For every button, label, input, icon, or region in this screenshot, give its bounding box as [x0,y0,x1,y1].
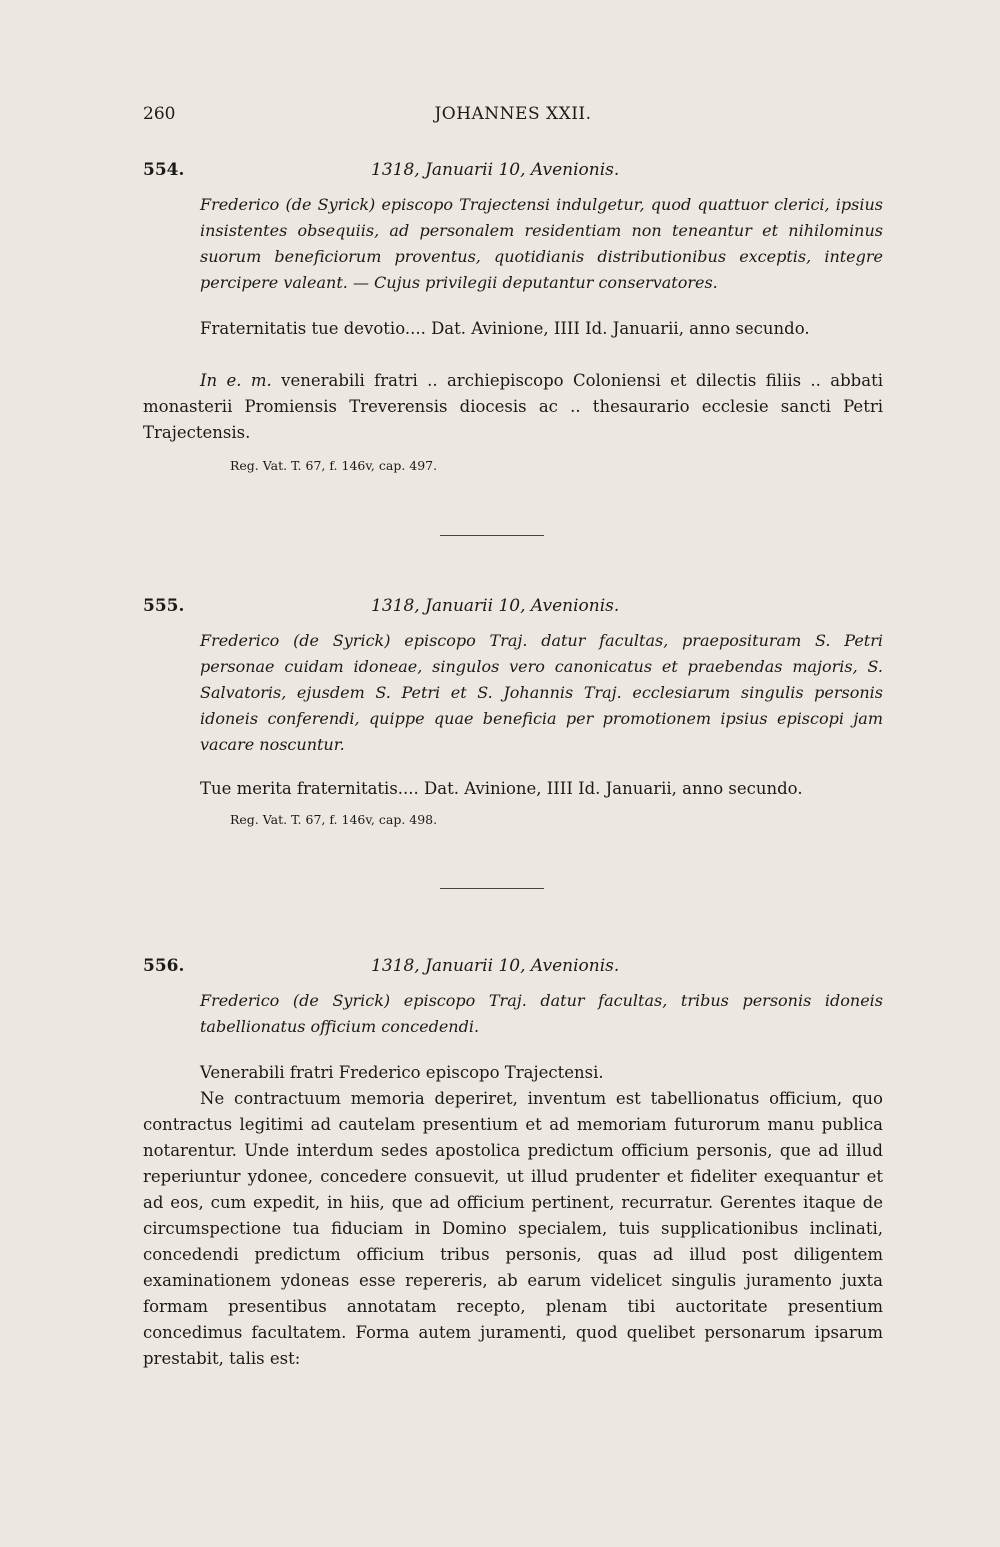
entry-554-text: Fraternitatis tue devotio.... Dat. Avinione, IIII Id. Januarii, anno secundo. [200,319,810,338]
entry-date: 1318, Januarii 10, Avenionis. [371,956,620,976]
entry-554-executors [143,368,883,446]
entry-555-source: Reg. Vat. T. 67, f. 146v, cap. 498. [230,812,438,827]
entry-number: 555. [143,596,185,616]
section-divider [440,888,544,889]
entry-556-address: Venerabili fratri Frederico episcopo Trajectensi. [200,1063,604,1082]
entry-556-summary: Frederico (de Syrick) episcopo Traj. datur facultas, tribus personis idoneis tabellionatus officium concedendi. [200,991,883,1036]
entry-555-text: Tue merita fraternitatis.... Dat. Avinione, IIII Id. Januarii, anno secundo. [200,779,803,798]
entry-date: 1318, Januarii 10, Avenionis. [371,596,620,616]
entry-number: 556. [143,956,185,976]
page-header [143,104,883,132]
entry-number: 554. [143,160,185,180]
entry-556-heading [143,956,883,982]
entry-556-body: Ne contractuum memoria deperiret, inventum est tabellionatus officium, quo contractus legitimi ad cautelam presentium et ad memoriam futurorum manu publica notarentur. Unde interdum sedes apostolica predictum officium personis, que ad illud reperiuntur ydonee, concedere consuevit, ut illud prudenter et fideliter exequantur et ad eos, cum expedit, in hiis, que ad officium pertinent, recurratur. Gerentes itaque de circumspectione tua fiduciam in Domino specialem, tuis supplicationibus inclinati, concedendi predictum officium tribus personis, quas ad illud post diligentem examinationem ydoneas esse repereris, ab earum videlicet singulis juramento juxta formam presentibus annotatam recepto, plenam tibi auctoritate presentium concedimus facultatem. Forma autem juramenti, quod quelibet personarum ipsarum prestabit, talis est: [143,1089,883,1368]
section-divider [440,535,544,536]
entry-555-heading [143,596,883,622]
executors-text: venerabili fratri .. archiepiscopo Coloniensi et dilectis filiis .. abbati monasterii Promiensis Treverensis diocesis ac .. thesaurario ecclesie sancti Petri Trajectensis. [143,371,883,442]
running-head: JOHANNES XXII. [434,104,592,124]
entry-554-summary: Frederico (de Syrick) episcopo Trajectensi indulgetur, quod quattuor clerici, ipsius insistentes obsequiis, ad personalem residentiam non teneantur et nihilominus suorum beneficiorum proventus, quotidianis distributionibus exceptis, integre percipere valeant. — Cujus privilegii deputantur conservatores. [200,195,883,292]
entry-554-heading [143,160,883,186]
entry-555-summary: Frederico (de Syrick) episcopo Traj. datur facultas, praeposituram S. Petri personae cuidam idoneae, singulos vero canonicatus et praebendas majoris, S. Salvatoris, ejusdem S. Petri et S. Johannis Traj. ecclesiarum singulis personis idoneis conferendi, quippe quae beneficia per promotionem ipsius episcopi jam vacare noscuntur. [200,631,883,754]
entry-date: 1318, Januarii 10, Avenionis. [371,160,620,180]
page-number: 260 [143,104,176,124]
executors-lead: In e. m. [200,371,272,390]
entry-554-source: Reg. Vat. T. 67, f. 146v, cap. 497. [230,458,438,473]
